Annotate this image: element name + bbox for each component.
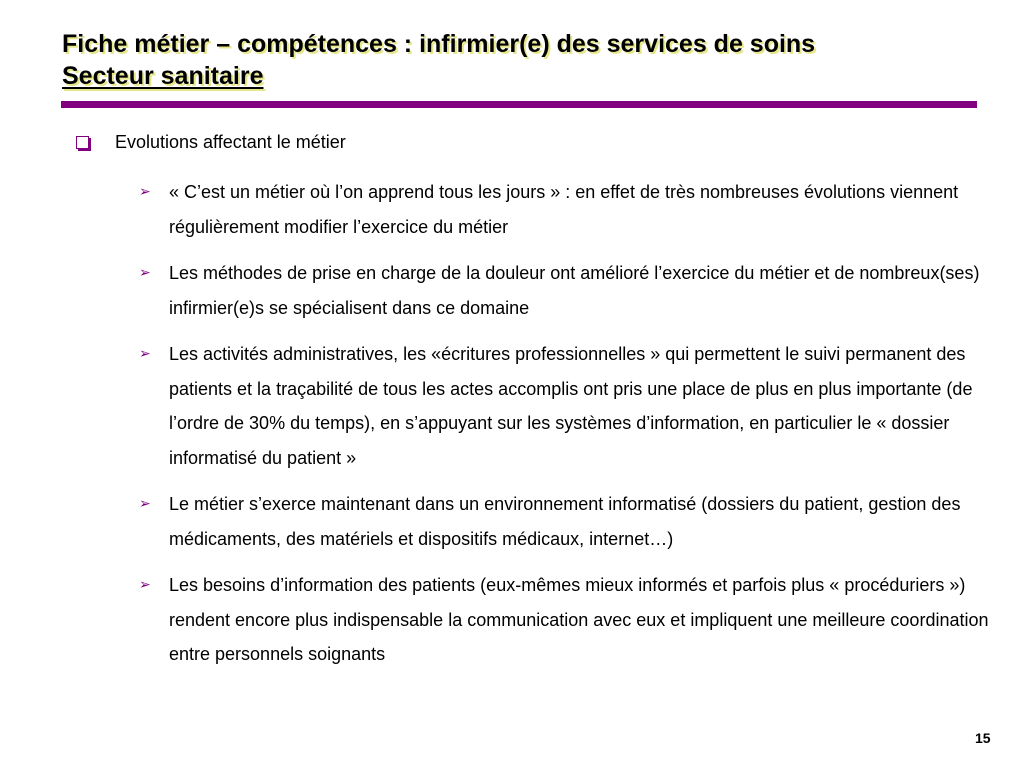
list-item [139,256,989,325]
arrow-bullet-icon: ➢ [139,184,151,200]
page-number: 15 [975,730,991,746]
arrow-bullet-icon: ➢ [139,346,151,362]
list-item-text: Les méthodes de prise en charge de la douleur ont amélioré l’exercice du métier et de nombreux(ses) infirmier(e)s se spécialisent dans ce domaine [169,263,980,318]
sub-bullet-list [139,175,989,684]
list-item [139,337,989,475]
arrow-bullet-icon: ➢ [139,496,151,512]
arrow-bullet-icon: ➢ [139,577,151,593]
list-item [139,487,989,556]
title-divider [61,101,977,108]
list-item [139,568,989,672]
arrow-bullet-icon: ➢ [139,265,151,281]
list-item-text: « C’est un métier où l’on apprend tous les jours » : en effet de très nombreuses évolutions viennent régulièrement modifier l’exercice du métier [169,182,959,237]
title-line-2: Secteur sanitaire [62,62,264,90]
title-line-1: Fiche métier – compétences : infirmier(e) des services de soins [62,30,816,58]
list-item-text: Le métier s’exerce maintenant dans un environnement informatisé (dossiers du patient, gestion des médicaments, des matériels et dispositifs médicaux, internet…) [169,494,961,549]
main-bullet-label: Evolutions affectant le métier [115,132,346,152]
list-item-text: Les activités administratives, les «écritures professionnelles » qui permettent le suivi permanent des patients et la traçabilité de tous les actes accomplis ont pris une place de plus en plus importante (de l’ordre de 30% du temps), en s’appuyant sur les systèmes d’information, en particulier le « dossier informatisé du patient » [169,344,973,468]
list-item-text: Les besoins d’information des patients (eux-mêmes mieux informés et parfois plus « procéduriers ») rendent encore plus indispensable la communication avec eux et impliquent une meilleure coordination entre personnels soignants [169,575,989,664]
list-item [139,175,989,244]
square-bullet-icon [76,136,89,149]
slide-title [62,28,1002,92]
